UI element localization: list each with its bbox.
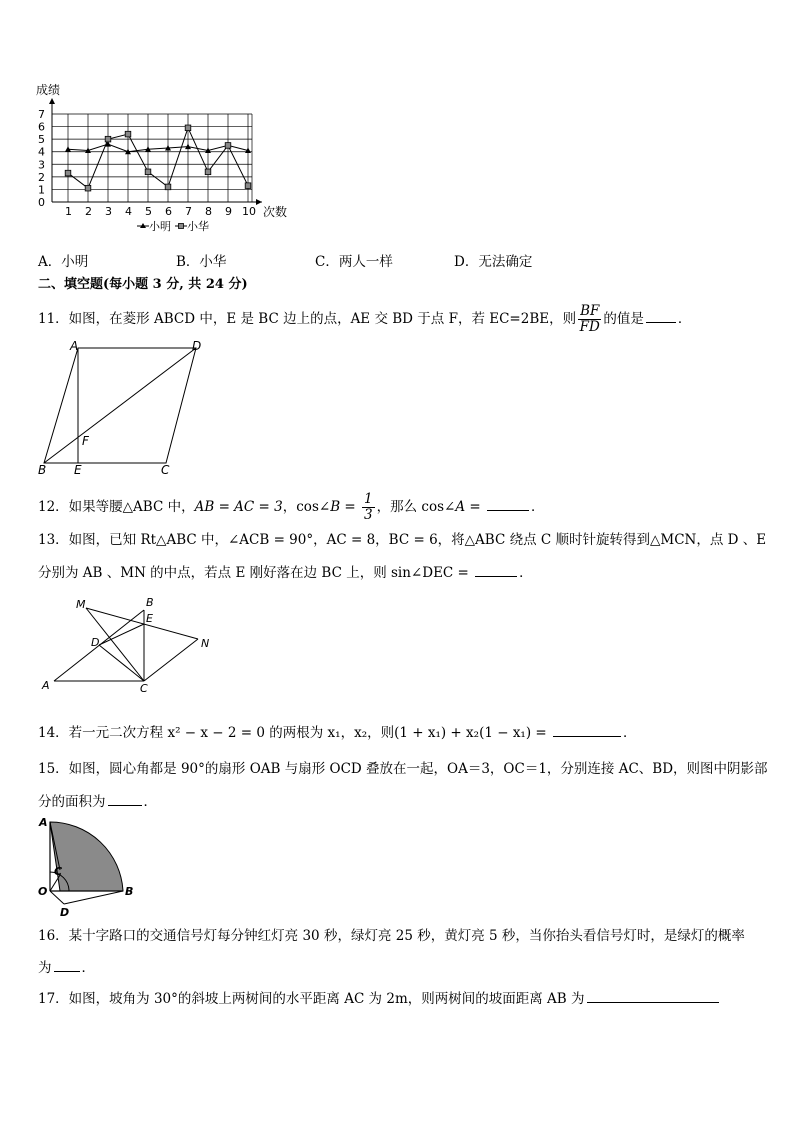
x-tick-label: 7 xyxy=(185,205,192,218)
chart-grid xyxy=(52,114,252,202)
question-15-line1: 15．如图，圆心角都是 90°的扇形 OAB 与扇形 OCD 叠放在一起，OA＝3，OC＝1，分别连接 AC、BD，则图中阴影部 xyxy=(38,761,768,777)
y-tick-labels xyxy=(38,108,45,209)
q12-var: B xyxy=(330,499,341,515)
q13-label-a: A xyxy=(42,679,50,692)
x-tick-labels xyxy=(65,205,256,218)
x-tick-label: 10 xyxy=(242,205,256,218)
q13-answer-blank[interactable] xyxy=(475,562,517,577)
question-13-line2 xyxy=(38,562,533,583)
q11-end: ． xyxy=(677,311,692,327)
x-axis-arrow xyxy=(256,199,262,205)
q12-pre: 12．如果等腰△ABC 中， xyxy=(38,499,195,515)
q13-label-e: E xyxy=(146,612,153,625)
q13-label-b: B xyxy=(146,596,154,609)
point-xiaohua xyxy=(185,125,191,131)
x-tick-label: 8 xyxy=(205,205,212,218)
point-xiaohua xyxy=(85,185,91,191)
q13-label-m: M xyxy=(76,598,86,611)
x-tick-label: 3 xyxy=(105,205,112,218)
q13-triangle-figure xyxy=(38,594,228,694)
q12-post: ，那么 cos∠ xyxy=(376,499,456,515)
section-2-title: 二、填空题(每小题 3 分, 共 24 分) xyxy=(38,277,248,292)
question-17 xyxy=(38,988,721,1009)
score-line-chart xyxy=(30,78,310,238)
q12-eq: AB = AC = 3 xyxy=(194,499,283,515)
q15-line2: 分的面积为 xyxy=(38,794,106,810)
point-xiaohua xyxy=(165,184,171,190)
q12-var2: A xyxy=(455,499,466,515)
point-xiaohua xyxy=(225,143,231,149)
q12-eqs: = xyxy=(340,499,361,515)
q15-sector-figure xyxy=(36,812,136,920)
question-16-line1: 16．某十字路口的交通信号灯每分钟红灯亮 30 秒，绿灯亮 25 秒，黄灯亮 5 秒，当你抬头看信号灯时，是绿灯的概率 xyxy=(38,928,745,944)
series-line-xiaohua xyxy=(68,128,248,188)
q12-answer-blank[interactable] xyxy=(487,496,529,511)
q15-end: ． xyxy=(143,794,157,810)
x-tick-label: 1 xyxy=(65,205,72,218)
q12-mid: ，cos∠ xyxy=(282,499,331,515)
q16-line2: 为 xyxy=(38,960,52,976)
q11-label-f: F xyxy=(82,434,89,448)
q15-label-b: B xyxy=(125,885,134,898)
y-tick-label: 7 xyxy=(38,108,45,121)
q12-end: ． xyxy=(531,499,545,515)
q14-text: 14．若一元二次方程 x² − x − 2 = 0 的两根为 x₁，x₂，则(1 + x₁) + x₂(1 − x₁) = xyxy=(38,725,551,741)
q15-answer-blank[interactable] xyxy=(108,791,142,806)
q13-line2a: 分别为 AB 、MN 的中点，若点 E 刚好落在边 BC 上，则 sin∠DEC = xyxy=(38,565,474,581)
q11-tail: 的值是 xyxy=(603,311,644,327)
q11-label-c: C xyxy=(161,463,170,477)
point-xiaohua xyxy=(145,169,151,175)
question-15-line2 xyxy=(38,791,157,812)
x-tick-label: 4 xyxy=(125,205,132,218)
question-12 xyxy=(38,492,545,523)
q13-label-c: C xyxy=(140,682,148,694)
point-xiaohua xyxy=(65,170,71,176)
question-11 xyxy=(38,304,691,335)
y-axis-arrow xyxy=(49,98,55,104)
q12-fraction xyxy=(362,492,375,523)
option-b: B．小华 xyxy=(176,254,227,270)
x-axis-label: 次数 xyxy=(263,205,288,219)
option-d: D．无法确定 xyxy=(454,254,533,270)
chart-legend xyxy=(137,219,209,233)
option-c: C．两人一样 xyxy=(315,254,393,270)
point-xiaohua xyxy=(245,183,251,189)
q11-frac-num: BF xyxy=(580,303,600,319)
q12-den: 3 xyxy=(364,507,373,523)
q15-label-a: A xyxy=(39,816,48,829)
y-axis-label: 成绩 xyxy=(36,83,61,97)
q15-label-c: C xyxy=(54,865,63,878)
x-tick-label: 6 xyxy=(165,205,172,218)
q16-end: ． xyxy=(81,960,95,976)
option-a: A．小明 xyxy=(38,254,89,270)
point-xiaohua xyxy=(205,169,211,175)
point-xiaohua xyxy=(125,131,131,137)
question-14 xyxy=(38,722,637,743)
q11-label-a: A xyxy=(70,339,79,353)
q14-answer-blank[interactable] xyxy=(553,722,621,737)
question-13-line1: 13．如图，已知 Rt△ABC 中，∠ACB = 90°，AC = 8，BC = 6，将△ABC 绕点 C 顺时针旋转得到△MCN，点 D 、E xyxy=(38,532,767,548)
q12-eq2: = xyxy=(465,499,485,515)
q11-label-d: D xyxy=(192,339,202,353)
chart-series xyxy=(65,125,251,191)
q15-label-o: O xyxy=(38,885,48,898)
x-tick-label: 5 xyxy=(145,205,152,218)
q14-end: ． xyxy=(623,725,637,741)
legend-xiaohua: 小华 xyxy=(187,220,209,233)
y-tick-label: 1 xyxy=(38,183,45,197)
q13-label-d: D xyxy=(91,636,100,649)
legend-xiaoming: 小明 xyxy=(149,220,171,233)
q15-label-d: D xyxy=(60,906,70,919)
q12-num: 1 xyxy=(364,491,373,507)
question-16-line2 xyxy=(38,957,95,978)
q13-label-n: N xyxy=(201,637,210,650)
y-tick-label: 3 xyxy=(38,158,45,172)
y-tick-label: 4 xyxy=(38,145,45,159)
x-tick-label: 9 xyxy=(225,205,232,218)
q11-answer-blank[interactable] xyxy=(646,308,676,323)
q11-label-b: B xyxy=(38,463,47,477)
q17-answer-blank[interactable] xyxy=(587,988,719,1003)
y-tick-label: 2 xyxy=(38,170,45,184)
q11-frac-den: FD xyxy=(579,319,600,335)
q16-answer-blank[interactable] xyxy=(54,957,80,972)
x-tick-label: 2 xyxy=(85,205,92,218)
q11-text: 11．如图，在菱形 ABCD 中，E 是 BC 边上的点，AE 交 BD 于点 F，若 EC=2BE，则 xyxy=(38,311,577,327)
y-tick-label: 0 xyxy=(38,196,45,209)
q11-rhombus-figure xyxy=(34,338,214,478)
q11-label-e: E xyxy=(74,463,82,477)
q17-text: 17．如图，坡角为 30°的斜坡上两树间的水平距离 AC 为 2m，则两树间的坡面距离 AB 为 xyxy=(38,991,585,1007)
series-line-xiaoming xyxy=(68,144,248,152)
q13-end: ． xyxy=(519,565,533,581)
y-tick-label: 5 xyxy=(38,133,45,147)
y-tick-label: 6 xyxy=(38,120,45,134)
point-xiaohua xyxy=(105,136,111,142)
q11-fraction xyxy=(578,304,601,335)
